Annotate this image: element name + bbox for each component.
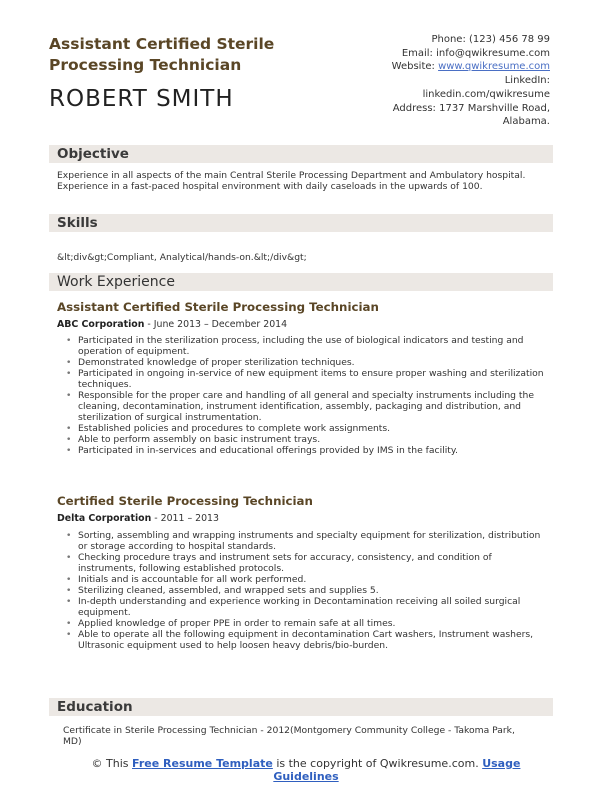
phone-label: Phone:	[431, 34, 466, 45]
company-name-2: Delta Corporation	[57, 513, 152, 524]
linkedin-label: LinkedIn:	[504, 75, 550, 87]
website-link[interactable]: www.qwikresume.com	[438, 61, 550, 73]
objective-text: Experience in all aspects of the main Central Sterile Processing Department and Ambulatory hospital. Experience in a fast-paced hospital environment with daily caseloads in the upwards of 100.	[57, 170, 526, 192]
job-company-1	[57, 319, 287, 330]
list-item: • Sterilizing cleaned, assembled, and wrapped sets and supplies 5.	[66, 585, 550, 596]
work-heading: Work Experience	[57, 274, 175, 290]
resume-job-title: Assistant Certified Sterile Processing Technician	[49, 35, 275, 74]
job-title-2: Certified Sterile Processing Technician	[57, 494, 313, 508]
footer-middle: is the copyright of Qwikresume.com.	[272, 757, 483, 770]
company-name-1: ABC Corporation	[57, 319, 145, 330]
list-item: • In-depth understanding and experience working in Decontamination receiving all soiled surgical equipment.	[66, 596, 550, 618]
contact-email	[310, 47, 550, 61]
contact-block	[310, 33, 550, 129]
list-item: • Demonstrated knowledge of proper sterilization techniques.	[66, 357, 550, 368]
objective-section-header	[49, 145, 553, 163]
skills-section-header	[49, 214, 553, 232]
free-resume-template-link[interactable]: Free Resume Template	[132, 757, 273, 770]
objective-heading: Objective	[57, 146, 129, 162]
list-item: • Able to operate all the following equipment in decontamination Cart washers, Instrument washers, Ultrasonic equipment used to help loosen heavy debris/bio-burden.	[66, 629, 550, 651]
work-section-header	[49, 273, 553, 291]
job-company-2	[57, 513, 219, 524]
list-item: • Applied knowledge of proper PPE in order to remain safe at all times.	[66, 618, 550, 629]
list-item: • Participated in the sterilization process, including the use of biological indicators and testing and operation of equipment.	[66, 335, 550, 357]
address-line1: 1737 Marshville Road,	[439, 102, 550, 114]
footer-prefix: © This	[91, 757, 133, 770]
footer-copyright	[80, 757, 532, 783]
website-label: Website:	[391, 61, 435, 73]
usage-guidelines-link[interactable]: Usage Guidelines	[273, 757, 521, 783]
contact-address	[310, 102, 550, 116]
job-dates-1: - June 2013 – December 2014	[144, 319, 288, 330]
contact-phone	[310, 33, 550, 47]
email-value: info@qwikresume.com	[436, 47, 550, 59]
candidate-name: ROBERT SMITH	[49, 86, 234, 112]
job-bullets-1	[66, 335, 550, 456]
phone-value: (123) 456 78 99	[469, 34, 550, 45]
contact-website	[310, 60, 550, 74]
address-line2: Alabama.	[502, 116, 550, 128]
list-item: • Checking procedure trays and instrument sets for accuracy, consistency, and condition of instruments, following established protocols.	[66, 552, 550, 574]
list-item: • Sorting, assembling and wrapping instruments and specialty equipment for sterilization, distribution or storage according to hospital standards.	[66, 530, 550, 552]
list-item: • Participated in ongoing in-service of new equipment items to ensure proper washing and sterilization techniques.	[66, 368, 550, 390]
linkedin-value: linkedin.com/qwikresume	[422, 88, 550, 100]
email-label: Email:	[401, 47, 433, 59]
address-label: Address:	[392, 102, 436, 114]
education-section-header	[49, 698, 553, 716]
job-bullets-2	[66, 530, 550, 651]
job-dates-2: - 2011 – 2013	[151, 513, 219, 524]
list-item: • Participated in in-services and educational offerings provided by IMS in the facility.	[66, 445, 550, 456]
education-text: Certificate in Sterile Processing Technician - 2012(Montgomery Community College - Takoma Park, MD)	[63, 725, 515, 747]
education-heading: Education	[57, 699, 133, 715]
job-title-1: Assistant Certified Sterile Processing Technician	[57, 300, 379, 314]
list-item: • Initials and is accountable for all work performed.	[66, 574, 550, 585]
skills-heading: Skills	[57, 215, 98, 231]
skills-text: &lt;div&gt;Compliant, Analytical/hands-on.&lt;/div&gt;	[57, 252, 307, 263]
list-item: • Established policies and procedures to complete work assignments.	[66, 423, 550, 434]
list-item: • Able to perform assembly on basic instrument trays.	[66, 434, 550, 445]
list-item: • Responsible for the proper care and handling of all general and specialty instruments including the cleaning, decontamination, instrument identification, assembly, packaging and distribution, and sterilization of surgical instrumentation.	[66, 390, 550, 423]
